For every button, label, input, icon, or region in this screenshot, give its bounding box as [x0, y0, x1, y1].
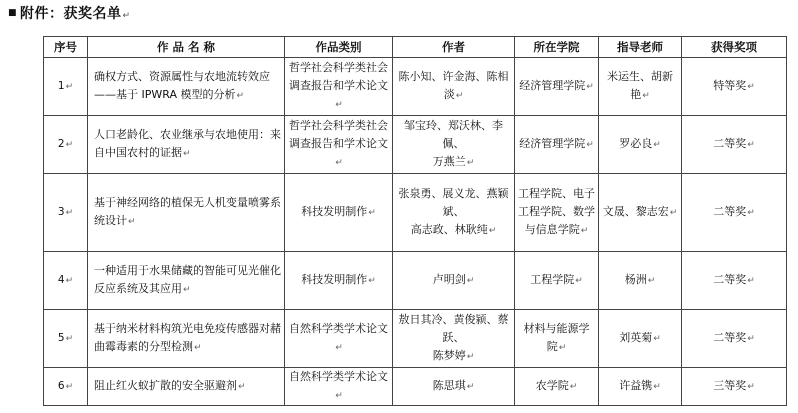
cell-line: 许益镌↵ [619, 379, 661, 392]
cell-authors [393, 174, 515, 252]
paragraph-mark: ↵ [335, 100, 343, 110]
paragraph-mark: ↵ [122, 11, 131, 21]
header-authors: 作者 [393, 37, 515, 58]
cell-advisor [599, 310, 682, 368]
paragraph-mark: ↵ [335, 343, 343, 353]
cell-line: 院↵ [546, 340, 567, 353]
paragraph-mark: ↵ [642, 91, 650, 101]
cell-line: 陈梦婷↵ [432, 349, 475, 362]
cell-line: 科技发明制作↵ [301, 205, 376, 218]
cell-line: 与信息学院↵ [524, 223, 589, 236]
cell-award [682, 252, 787, 310]
cell-category [285, 58, 393, 116]
cell-category [285, 310, 393, 368]
cell-line: 2↵ [57, 138, 74, 150]
cell-line: 经济管理学院↵ [519, 79, 594, 92]
cell-line: 农学院↵ [535, 379, 578, 392]
cell-index [44, 58, 88, 116]
paragraph-mark: ↵ [183, 149, 191, 159]
paragraph-mark: ↵ [747, 334, 755, 344]
cell-index [44, 116, 88, 174]
cell-line: 米运生、胡新艳↵ [607, 70, 673, 101]
cell-line: 杨洲↵ [624, 273, 656, 286]
cell-line: 3↵ [57, 206, 74, 218]
paragraph-mark: ↵ [238, 382, 246, 392]
cell-line: 科技发明制作↵ [301, 273, 376, 286]
cell-line: 自然科学类学术论文↵ [289, 370, 388, 401]
cell-college [515, 174, 599, 252]
cell-line: 陈小知、许金海、陈相淡↵ [398, 70, 509, 101]
paragraph-mark: ↵ [669, 208, 678, 218]
cell-advisor [599, 116, 682, 174]
cell-award [682, 58, 787, 116]
title-text: 附件：获奖名单 [20, 6, 122, 22]
paragraph-mark: ↵ [466, 352, 475, 362]
header-category: 作品类别 [285, 37, 393, 58]
cell-index [44, 310, 88, 368]
cell-line: 基于神经网络的植保无人机变量喷雾系 [94, 196, 281, 209]
cell-advisor [599, 368, 682, 406]
cell-line: 三等奖↵ [713, 379, 755, 392]
cell-line: 敖日其冷、黄俊颍、蔡跃、 [398, 313, 509, 344]
cell-advisor [599, 252, 682, 310]
paragraph-mark: ↵ [653, 334, 661, 344]
cell-college [515, 252, 599, 310]
cell-line: 工程学院↵ [530, 273, 583, 286]
cell-category [285, 368, 393, 406]
paragraph-mark: ↵ [368, 208, 376, 218]
table-row [44, 58, 787, 116]
cell-authors [393, 368, 515, 406]
cell-advisor [599, 174, 682, 252]
table-row [44, 368, 787, 406]
cell-index [44, 252, 88, 310]
cell-index [44, 368, 88, 406]
header-work: 作 品 名 称 [88, 37, 285, 58]
cell-college [515, 58, 599, 116]
cell-college [515, 116, 599, 174]
paragraph-mark: ↵ [569, 382, 578, 392]
header-college: 所在学院 [515, 37, 599, 58]
cell-line: 材料与能源学 [523, 322, 590, 335]
cell-line: 工程学院、数学 [518, 205, 595, 218]
cell-work [88, 368, 285, 406]
cell-line: 高志政、林耿纯↵ [410, 223, 497, 236]
cell-authors [393, 310, 515, 368]
cell-line: 邹宝玲、郑沃林、李佩、 [404, 119, 503, 150]
cell-line: 陈思琪↵ [432, 379, 475, 392]
header-index: 序号 [44, 37, 88, 58]
cell-line: 经济管理学院↵ [519, 137, 594, 150]
cell-work [88, 116, 285, 174]
paragraph-mark: ↵ [747, 382, 755, 392]
cell-line: 特等奖↵ [713, 79, 755, 92]
paragraph-mark: ↵ [488, 226, 497, 236]
cell-index [44, 174, 88, 252]
paragraph-mark: ↵ [455, 91, 464, 101]
cell-line: 张泉勇、展义龙、燕颖斌、 [398, 187, 509, 218]
cell-category [285, 252, 393, 310]
cell-line: 5↵ [57, 332, 74, 344]
cell-line: 反应系统及其应用↵ [94, 282, 191, 295]
cell-line: 调查报告和学术论文↵ [289, 137, 388, 168]
paragraph-mark: ↵ [194, 343, 202, 353]
paragraph-mark: ↵ [65, 140, 74, 150]
cell-work [88, 252, 285, 310]
cell-line: 卢明剑↵ [432, 273, 475, 286]
paragraph-mark: ↵ [466, 382, 475, 392]
cell-line: ——基于 IPWRA 模型的分析↵ [94, 88, 245, 101]
table-row [44, 252, 787, 310]
cell-line: 曲霉毒素的分型检测↵ [94, 340, 202, 353]
cell-line: 工程学院、电子 [518, 187, 595, 200]
cell-line: 1↵ [57, 80, 74, 92]
paragraph-mark: ↵ [558, 343, 567, 353]
paragraph-mark: ↵ [747, 140, 755, 150]
cell-award [682, 116, 787, 174]
cell-line: 阻止红火蚁扩散的安全驱避剂↵ [94, 379, 246, 392]
paragraph-mark: ↵ [466, 158, 475, 168]
cell-line: 统设计↵ [94, 214, 136, 227]
paragraph-mark: ↵ [236, 91, 245, 101]
cell-line: 二等奖↵ [713, 331, 755, 344]
award-table [43, 36, 787, 406]
paragraph-mark: ↵ [586, 140, 594, 150]
cell-line: 自然科学类学术论文↵ [289, 322, 388, 353]
paragraph-mark: ↵ [65, 334, 74, 344]
paragraph-mark: ↵ [466, 276, 475, 286]
paragraph-mark: ↵ [575, 276, 583, 286]
cell-line: 4↵ [57, 274, 74, 286]
paragraph-mark: ↵ [586, 82, 594, 92]
paragraph-mark: ↵ [368, 276, 376, 286]
cell-work [88, 58, 285, 116]
cell-line: 一种适用于水果储藏的智能可见光催化 [94, 264, 281, 277]
paragraph-mark: ↵ [647, 276, 656, 286]
cell-college [515, 368, 599, 406]
cell-line: 自中国农村的证据↵ [94, 146, 191, 159]
cell-authors [393, 58, 515, 116]
cell-college [515, 310, 599, 368]
cell-award [682, 174, 787, 252]
cell-line: 基于纳米材料构筑光电免疫传感器对赭 [94, 322, 281, 335]
cell-work [88, 174, 285, 252]
header-advisor: 指导老师 [599, 37, 682, 58]
bullet-icon: ■ [8, 8, 18, 18]
cell-line: 刘英菊↵ [619, 331, 661, 344]
paragraph-mark: ↵ [65, 276, 74, 286]
paragraph-mark: ↵ [183, 285, 191, 295]
paragraph-mark: ↵ [747, 208, 755, 218]
cell-award [682, 368, 787, 406]
page-title [8, 3, 131, 23]
table-header-row [44, 37, 787, 58]
cell-work [88, 310, 285, 368]
paragraph-mark: ↵ [653, 140, 661, 150]
paragraph-mark: ↵ [128, 217, 136, 227]
header-award: 获得奖项 [682, 37, 787, 58]
cell-authors [393, 116, 515, 174]
cell-authors [393, 252, 515, 310]
cell-line: 二等奖↵ [713, 273, 755, 286]
cell-line: 文晟、黎志宏↵ [602, 205, 678, 218]
cell-line: 6↵ [57, 380, 74, 392]
cell-line: 哲学社会科学类社会 [289, 119, 388, 132]
cell-line: 二等奖↵ [713, 205, 755, 218]
paragraph-mark: ↵ [747, 276, 755, 286]
paragraph-mark: ↵ [747, 82, 755, 92]
cell-line: 确权方式、资源属性与农地流转效应 [94, 70, 270, 83]
table-row [44, 310, 787, 368]
paragraph-mark: ↵ [65, 82, 74, 92]
cell-category [285, 174, 393, 252]
paragraph-mark: ↵ [65, 382, 74, 392]
cell-line: 人口老龄化、农业继承与农地使用：来 [94, 128, 281, 141]
table-row [44, 116, 787, 174]
cell-line: 二等奖↵ [713, 137, 755, 150]
paragraph-mark: ↵ [653, 382, 661, 392]
paragraph-mark: ↵ [335, 391, 343, 401]
cell-award [682, 310, 787, 368]
paragraph-mark: ↵ [580, 226, 589, 236]
paragraph-mark: ↵ [65, 208, 74, 218]
cell-line: 罗必良↵ [619, 137, 661, 150]
table-row [44, 174, 787, 252]
paragraph-mark: ↵ [335, 158, 343, 168]
cell-advisor [599, 58, 682, 116]
cell-line: 调查报告和学术论文↵ [289, 79, 388, 110]
cell-category [285, 116, 393, 174]
table-body [44, 58, 787, 406]
cell-line: 万燕兰↵ [432, 155, 475, 168]
cell-line: 哲学社会科学类社会 [289, 61, 388, 74]
